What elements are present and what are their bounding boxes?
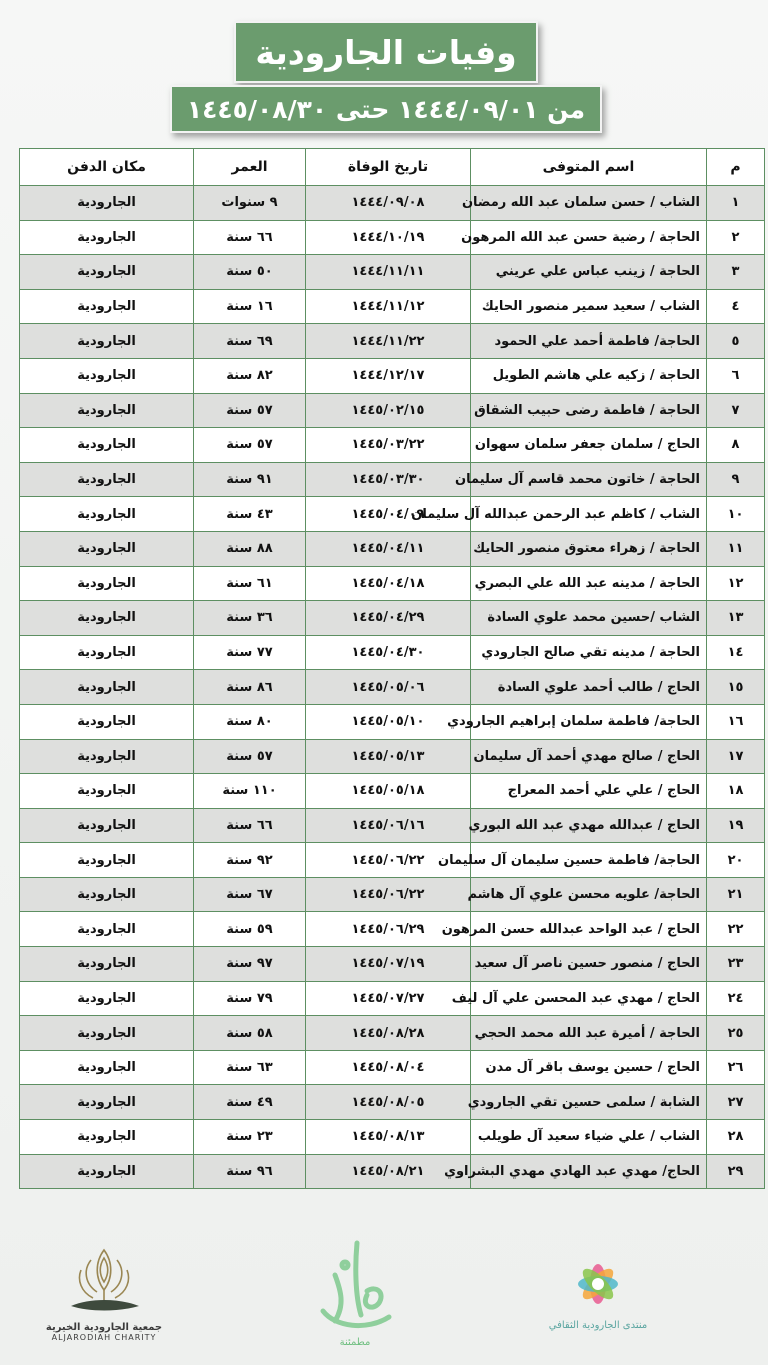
- death-date: ١٤٤٥/٠٥/١٣: [306, 739, 471, 774]
- row-number: ٢٧: [707, 1085, 765, 1120]
- calligraphy-logo: [300, 1235, 410, 1348]
- burial-place: الجارودية: [20, 774, 194, 809]
- deceased-name: الحاج / عبدالله مهدي عبد الله البوري: [471, 808, 707, 843]
- table-row: [20, 428, 765, 463]
- row-number: ٢٦: [707, 1050, 765, 1085]
- table-row: [20, 358, 765, 393]
- burial-place: الجارودية: [20, 1085, 194, 1120]
- deceased-name: الشاب /حسين محمد علوي السادة: [471, 601, 707, 636]
- table-header-row: [20, 149, 765, 186]
- burial-place: الجارودية: [20, 1154, 194, 1189]
- row-number: ٨: [707, 428, 765, 463]
- age: ٩١ سنة: [194, 462, 306, 497]
- age: ٤٩ سنة: [194, 1085, 306, 1120]
- age: ٦٩ سنة: [194, 324, 306, 359]
- age: ٧٧ سنة: [194, 635, 306, 670]
- death-date: ١٤٤٥/٠٨/٢٨: [306, 1016, 471, 1051]
- deceased-name: الشاب / حسن سلمان عبد الله رمضان: [471, 186, 707, 221]
- table-row: [20, 981, 765, 1016]
- row-number: ٧: [707, 393, 765, 428]
- deceased-name: الشاب / علي ضياء سعيد آل طويلب: [471, 1120, 707, 1155]
- age: ٢٣ سنة: [194, 1120, 306, 1155]
- age: ٦٧ سنة: [194, 877, 306, 912]
- row-number: ٦: [707, 358, 765, 393]
- table-row: [20, 912, 765, 947]
- table-row: [20, 670, 765, 705]
- row-number: ١٧: [707, 739, 765, 774]
- row-number: ٢٨: [707, 1120, 765, 1155]
- deceased-name: الحاجة/ فاطمة أحمد علي الحمود: [471, 324, 707, 359]
- age: ٩٧ سنة: [194, 947, 306, 982]
- death-date: ١٤٤٥/٠٥/١٨: [306, 774, 471, 809]
- age: ٦٦ سنة: [194, 220, 306, 255]
- burial-place: الجارودية: [20, 670, 194, 705]
- deceased-name: الحاج / منصور حسين ناصر آل سعيد: [471, 947, 707, 982]
- burial-place: الجارودية: [20, 186, 194, 221]
- row-number: ١١: [707, 531, 765, 566]
- age: ٥٨ سنة: [194, 1016, 306, 1051]
- death-date: ١٤٤٥/٠٨/٠٥: [306, 1085, 471, 1120]
- age: ٣٦ سنة: [194, 601, 306, 636]
- deceased-name: الحاجة / أميرة عبد الله محمد الحجي: [471, 1016, 707, 1051]
- burial-place: الجارودية: [20, 808, 194, 843]
- deceased-name: الحاجة / فاطمة رضى حبيب الشقاق: [471, 393, 707, 428]
- age: ٨٦ سنة: [194, 670, 306, 705]
- table-row: [20, 1050, 765, 1085]
- age: ٨٢ سنة: [194, 358, 306, 393]
- death-date: ١٤٤٥/٠٧/٢٧: [306, 981, 471, 1016]
- table-row: [20, 1154, 765, 1189]
- death-date: ١٤٤٥/٠٤/١١: [306, 531, 471, 566]
- death-date: ١٤٤٥/٠٤/٣٠: [306, 635, 471, 670]
- age: ١١٠ سنة: [194, 774, 306, 809]
- table-row: [20, 1085, 765, 1120]
- death-date: ١٤٤٥/٠٣/٣٠: [306, 462, 471, 497]
- age: ٥٧ سنة: [194, 428, 306, 463]
- death-date: ١٤٤٤/١٠/١٩: [306, 220, 471, 255]
- table-row: [20, 255, 765, 290]
- death-date: ١٤٤٤/١١/٢٢: [306, 324, 471, 359]
- date-range-subtitle: من ١٤٤٤/٠٩/٠١ حتى ١٤٤٥/٠٨/٣٠: [170, 85, 602, 133]
- header-burial-place: مكان الدفن: [20, 149, 194, 186]
- row-number: ١٤: [707, 635, 765, 670]
- death-date: ١٤٤٥/٠٨/١٣: [306, 1120, 471, 1155]
- calligraphy-icon: [305, 1235, 405, 1335]
- deaths-table: [19, 148, 765, 1189]
- deceased-name: الحاج / عبد الواحد عبدالله حسن المرهون: [471, 912, 707, 947]
- row-number: ١٠: [707, 497, 765, 532]
- row-number: ١: [707, 186, 765, 221]
- burial-place: الجارودية: [20, 462, 194, 497]
- deceased-name: الشاب / سعيد سمير منصور الحايك: [471, 289, 707, 324]
- row-number: ٢٣: [707, 947, 765, 982]
- burial-place: الجارودية: [20, 566, 194, 601]
- age: ٨٠ سنة: [194, 704, 306, 739]
- burial-place: الجارودية: [20, 739, 194, 774]
- table-row: [20, 739, 765, 774]
- table-row: [20, 808, 765, 843]
- table-row: [20, 635, 765, 670]
- row-number: ١٨: [707, 774, 765, 809]
- death-date: ١٤٤٥/٠٤/١٨: [306, 566, 471, 601]
- death-date: ١٤٤٤/١٢/١٧: [306, 358, 471, 393]
- deceased-name: الحاج / طالب أحمد علوي السادة: [471, 670, 707, 705]
- deceased-name: الحاجة/ فاطمة سلمان إبراهيم الجارودي: [471, 704, 707, 739]
- row-number: ٢٩: [707, 1154, 765, 1189]
- deceased-name: الحاج / حسين يوسف باقر آل مدن: [471, 1050, 707, 1085]
- burial-place: الجارودية: [20, 1016, 194, 1051]
- flower-emblem-icon: [558, 1248, 638, 1318]
- forum-name: منتدى الجارودية الثقافي: [548, 1320, 648, 1331]
- wheat-emblem-icon: [59, 1240, 149, 1320]
- charity-logo: [44, 1240, 164, 1342]
- row-number: ٩: [707, 462, 765, 497]
- deceased-name: الحاج / سلمان جعفر سلمان سهوان: [471, 428, 707, 463]
- death-date: ١٤٤٥/٠٨/٠٤: [306, 1050, 471, 1085]
- table-row: [20, 843, 765, 878]
- burial-place: الجارودية: [20, 531, 194, 566]
- age: ٤٣ سنة: [194, 497, 306, 532]
- age: ٦١ سنة: [194, 566, 306, 601]
- header-name: اسم المتوفى: [471, 149, 707, 186]
- death-date: ١٤٤٥/٠٦/٢٢: [306, 843, 471, 878]
- deceased-name: الحاجة/ علويه محسن علوي آل هاشم: [471, 877, 707, 912]
- age: ٧٩ سنة: [194, 981, 306, 1016]
- death-date: ١٤٤٥/٠٦/٢٢: [306, 877, 471, 912]
- table-row: [20, 220, 765, 255]
- deceased-name: الحاجة/ فاطمة حسين سليمان آل سليمان: [471, 843, 707, 878]
- age: ٥٩ سنة: [194, 912, 306, 947]
- burial-place: الجارودية: [20, 601, 194, 636]
- burial-place: الجارودية: [20, 1120, 194, 1155]
- row-number: ١٩: [707, 808, 765, 843]
- row-number: ١٣: [707, 601, 765, 636]
- table-row: [20, 774, 765, 809]
- row-number: ٢٤: [707, 981, 765, 1016]
- burial-place: الجارودية: [20, 358, 194, 393]
- row-number: ٢: [707, 220, 765, 255]
- age: ٥٠ سنة: [194, 255, 306, 290]
- row-number: ٣: [707, 255, 765, 290]
- row-number: ٢١: [707, 877, 765, 912]
- death-date: ١٤٤٥/٠٤/٢٩: [306, 601, 471, 636]
- burial-place: الجارودية: [20, 981, 194, 1016]
- charity-name-en: ALJARODIAH CHARITY: [51, 1333, 157, 1342]
- table-row: [20, 877, 765, 912]
- page-title: وفيات الجارودية: [234, 21, 538, 83]
- deceased-name: الحاجة / خاتون محمد قاسم آل سليمان: [471, 462, 707, 497]
- row-number: ٢٥: [707, 1016, 765, 1051]
- table-row: [20, 289, 765, 324]
- table-row: [20, 186, 765, 221]
- age: ٥٧ سنة: [194, 739, 306, 774]
- burial-place: الجارودية: [20, 912, 194, 947]
- table-row: [20, 324, 765, 359]
- burial-place: الجارودية: [20, 428, 194, 463]
- row-number: ١٢: [707, 566, 765, 601]
- age: ٨٨ سنة: [194, 531, 306, 566]
- age: ٩٦ سنة: [194, 1154, 306, 1189]
- table-row: [20, 601, 765, 636]
- row-number: ١٦: [707, 704, 765, 739]
- deceased-name: الشاب / كاظم عبد الرحمن عبدالله آل سليمان: [471, 497, 707, 532]
- age: ٥٧ سنة: [194, 393, 306, 428]
- burial-place: الجارودية: [20, 220, 194, 255]
- death-date: ١٤٤٥/٠٧/١٩: [306, 947, 471, 982]
- deceased-name: الحاج / علي علي أحمد المعراج: [471, 774, 707, 809]
- burial-place: الجارودية: [20, 393, 194, 428]
- table-row: [20, 1016, 765, 1051]
- burial-place: الجارودية: [20, 255, 194, 290]
- row-number: ٥: [707, 324, 765, 359]
- row-number: ١٥: [707, 670, 765, 705]
- burial-place: الجارودية: [20, 324, 194, 359]
- row-number: ٤: [707, 289, 765, 324]
- death-date: ١٤٤٥/٠٢/١٥: [306, 393, 471, 428]
- burial-place: الجارودية: [20, 1050, 194, 1085]
- calligraphy-text: مطمئنة: [339, 1337, 371, 1348]
- death-date: ١٤٤٥/٠٥/٠٦: [306, 670, 471, 705]
- deceased-name: الحاجة / زهراء معتوق منصور الحايك: [471, 531, 707, 566]
- deceased-name: الحاج / صالح مهدي أحمد آل سليمان: [471, 739, 707, 774]
- death-date: ١٤٤٥/٠٣/٢٢: [306, 428, 471, 463]
- deceased-name: الحاجة / زكيه علي هاشم الطويل: [471, 358, 707, 393]
- row-number: ٢٢: [707, 912, 765, 947]
- charity-name-ar: جمعية الجارودية الخيرية: [45, 1322, 163, 1333]
- forum-logo: [548, 1248, 648, 1331]
- table-row: [20, 393, 765, 428]
- deceased-name: الحاجة / زينب عباس علي عريني: [471, 255, 707, 290]
- death-date: ١٤٤٥/٠٥/١٠: [306, 704, 471, 739]
- table-row: [20, 1120, 765, 1155]
- burial-place: الجارودية: [20, 843, 194, 878]
- burial-place: الجارودية: [20, 497, 194, 532]
- deceased-name: الحاجة / مدينه تقي صالح الجارودي: [471, 635, 707, 670]
- table-row: [20, 462, 765, 497]
- age: ٩٢ سنة: [194, 843, 306, 878]
- burial-place: الجارودية: [20, 877, 194, 912]
- table-row: [20, 947, 765, 982]
- age: ١٦ سنة: [194, 289, 306, 324]
- death-date: ١٤٤٥/٠٦/١٦: [306, 808, 471, 843]
- table-row: [20, 704, 765, 739]
- table-row: [20, 566, 765, 601]
- age: ٦٣ سنة: [194, 1050, 306, 1085]
- deceased-name: الحاج / مهدي عبد المحسن علي آل ليف: [471, 981, 707, 1016]
- table-row: [20, 497, 765, 532]
- header-number: م: [707, 149, 765, 186]
- deceased-name: الحاجة / مدينه عبد الله علي البصري: [471, 566, 707, 601]
- header-date: تاريخ الوفاة: [306, 149, 471, 186]
- age: ٩ سنوات: [194, 186, 306, 221]
- death-date: ١٤٤٥/٠٨/٢١: [306, 1154, 471, 1189]
- death-date: ١٤٤٤/١١/١١: [306, 255, 471, 290]
- death-date: ١٤٤٤/٠٩/٠٨: [306, 186, 471, 221]
- death-date: ١٤٤٥/٠٤/٠٩: [306, 497, 471, 532]
- deceased-name: الحاجة / رضية حسن عبد الله المرهون: [471, 220, 707, 255]
- death-date: ١٤٤٤/١١/١٢: [306, 289, 471, 324]
- deceased-name: الحاج/ مهدي عبد الهادي مهدي البشراوي: [471, 1154, 707, 1189]
- burial-place: الجارودية: [20, 947, 194, 982]
- burial-place: الجارودية: [20, 704, 194, 739]
- burial-place: الجارودية: [20, 635, 194, 670]
- header-age: العمر: [194, 149, 306, 186]
- row-number: ٢٠: [707, 843, 765, 878]
- age: ٦٦ سنة: [194, 808, 306, 843]
- deceased-name: الشابة / سلمى حسين تقي الجارودي: [471, 1085, 707, 1120]
- death-date: ١٤٤٥/٠٦/٢٩: [306, 912, 471, 947]
- table-row: [20, 531, 765, 566]
- burial-place: الجارودية: [20, 289, 194, 324]
